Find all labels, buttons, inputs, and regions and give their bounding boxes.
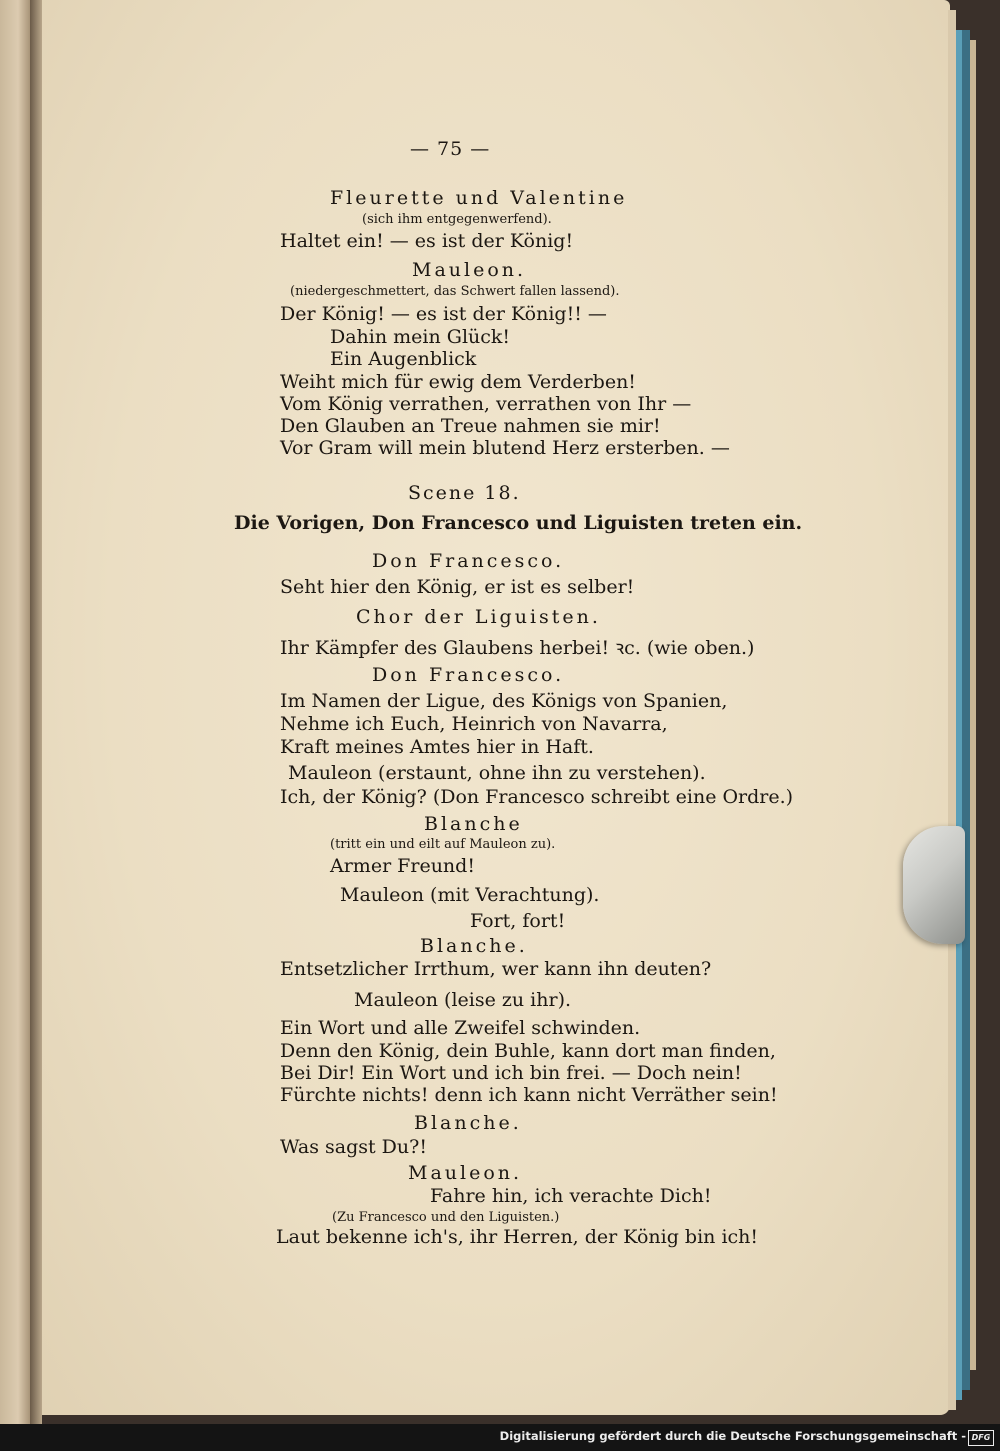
verse-line: Weiht mich für ewig dem Verderben! [280, 371, 636, 393]
verse-line: Vor Gram will mein blutend Herz ersterben. — [280, 437, 730, 459]
verse-line: Den Glauben an Treue nahmen sie mir! [280, 415, 661, 437]
speaker-heading: Mauleon. [412, 259, 527, 281]
speaker-heading: Mauleon. [408, 1162, 523, 1184]
stage-direction: (Zu Francesco und den Liguisten.) [332, 1210, 560, 1225]
verse-line: Ihr Kämpfer des Glaubens herbei! ꝛc. (wie oben.) [280, 637, 755, 659]
speaker-heading: Mauleon (erstaunt, ohne ihn zu verstehen). [288, 762, 706, 784]
stage-direction: (sich ihm entgegenwerfend). [362, 212, 552, 227]
scene-heading: Scene 18. [408, 482, 521, 504]
verse-line: Laut bekenne ich's, ihr Herren, der König bin ich! [276, 1226, 759, 1248]
verse-line: Kraft meines Amtes hier in Haft. [280, 736, 594, 758]
speaker-heading: Blanche. [414, 1112, 522, 1134]
verse-line: Was sagst Du?! [280, 1136, 427, 1158]
cover-edge-dark [962, 30, 970, 1390]
verse-line: Ich, der König? (Don Francesco schreibt eine Ordre.) [280, 786, 794, 808]
stage-direction: (niedergeschmettert, das Schwert fallen lassend). [290, 284, 620, 299]
verse-line: Fürchte nichts! denn ich kann nicht Verräther sein! [280, 1084, 778, 1106]
verse-line: Ein Wort und alle Zweifel schwinden. [280, 1017, 641, 1039]
stage-direction: (tritt ein und eilt auf Mauleon zu). [330, 837, 556, 852]
verse-line: Haltet ein! — es ist der König! [280, 230, 574, 252]
funding-notice: Digitalisierung gefördert durch die Deutsche Forschungsgemeinschaft - [499, 1429, 966, 1443]
verse-line: Nehme ich Euch, Heinrich von Navarra, [280, 713, 668, 735]
speaker-heading: Blanche [424, 813, 523, 835]
verse-line: Entsetzlicher Irrthum, wer kann ihn deuten? [280, 958, 712, 980]
dfg-logo: DFG [968, 1430, 994, 1446]
page-number: — 75 — [410, 138, 491, 160]
verse-line: Fahre hin, ich verachte Dich! [430, 1185, 712, 1207]
speaker-heading: Blanche. [420, 935, 528, 957]
verse-line: Fort, fort! [470, 910, 566, 932]
page-edge [948, 10, 956, 1410]
verse-line: Denn den König, dein Buhle, kann dort man finden, [280, 1040, 776, 1062]
speaker-heading: Don Francesco. [372, 550, 565, 572]
page-clip [903, 826, 965, 944]
cover-edge-outer [970, 40, 976, 1370]
speaker-heading: Mauleon (leise zu ihr). [354, 989, 572, 1011]
verse-line: Ein Augenblick [330, 348, 477, 370]
verse-line: Der König! — es ist der König!! — [280, 303, 607, 325]
speaker-heading: Don Francesco. [372, 664, 565, 686]
speaker-heading: Fleurette und Valentine [330, 187, 628, 209]
left-page-edge [0, 0, 30, 1424]
digitization-footer [0, 1424, 1000, 1451]
verse-line: Dahin mein Glück! [330, 326, 511, 348]
verse-line: Vom König verrathen, verrathen von Ihr — [280, 393, 692, 415]
verse-line: Seht hier den König, er ist es selber! [280, 576, 635, 598]
verse-line: Armer Freund! [330, 855, 475, 877]
verse-line: Bei Dir! Ein Wort und ich bin frei. — Doch nein! [280, 1062, 742, 1084]
book-gutter [30, 0, 42, 1424]
verse-line: Im Namen der Ligue, des Königs von Spanien, [280, 690, 728, 712]
speaker-heading: Mauleon (mit Verachtung). [340, 884, 600, 906]
speaker-heading: Chor der Liguisten. [356, 606, 601, 628]
scene-direction: Die Vorigen, Don Francesco und Liguisten treten ein. [234, 512, 803, 534]
